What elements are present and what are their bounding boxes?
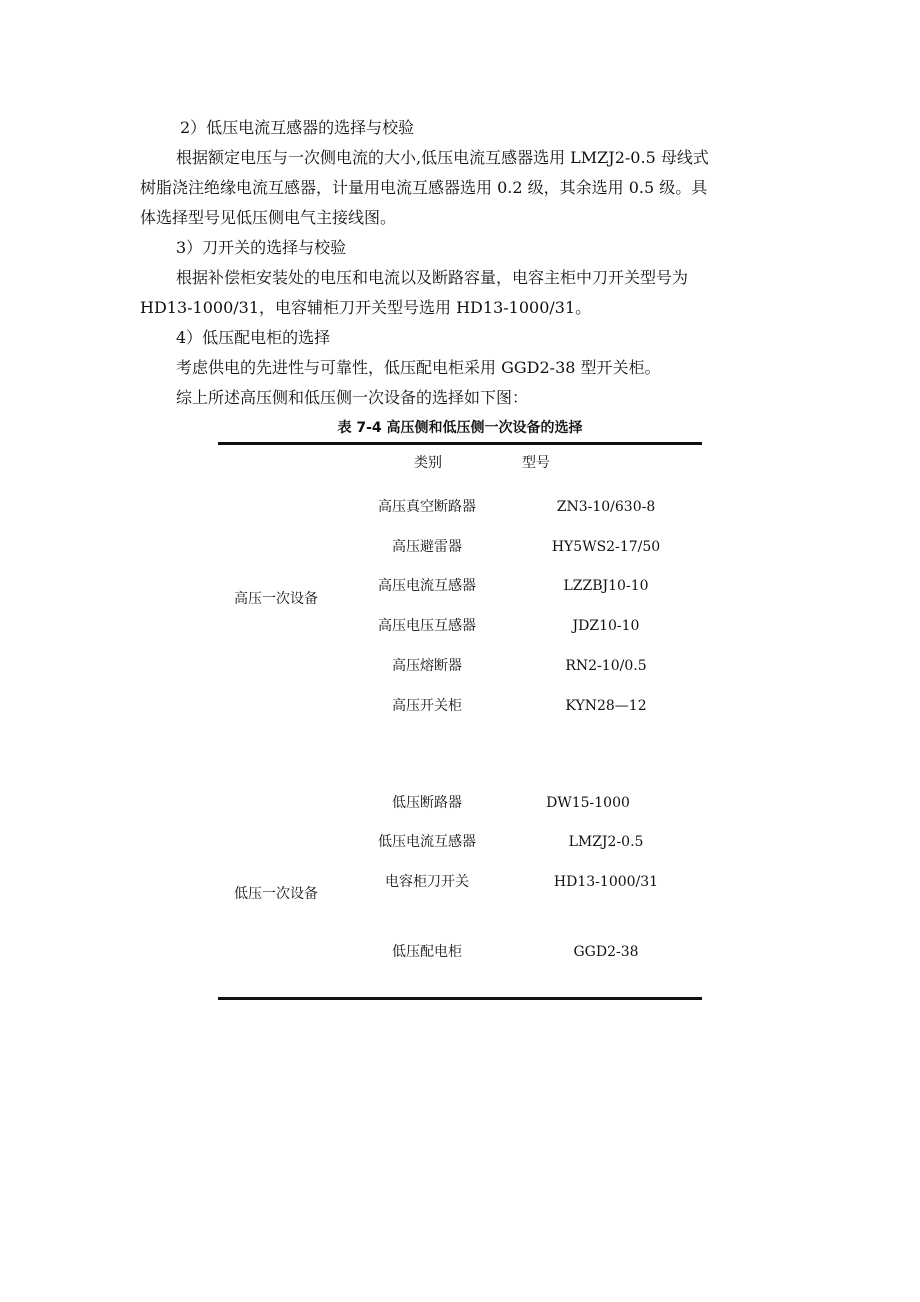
table-row-model: LZZBJ10-10	[563, 578, 649, 594]
table-bottom-rule	[218, 997, 702, 1000]
table-row-model: RN2-10/0.5	[565, 658, 647, 674]
table-row-name: 低压电流互感器	[378, 834, 476, 850]
paragraph-line: 考虑供电的先进性与可靠性，低压配电柜采用 GGD2-38 型开关柜。	[176, 358, 661, 377]
table-row-model: GGD2-38	[573, 944, 639, 960]
table-row-model: ZN3-10/630-8	[556, 499, 656, 515]
group-label-high-voltage: 高压一次设备	[234, 591, 318, 607]
table-row-model: HY5WS2-17/50	[551, 539, 661, 555]
heading-distribution-cabinet: 4）低压配电柜的选择	[176, 328, 331, 347]
table-row-name: 高压真空断路器	[378, 499, 476, 515]
paragraph-line: HD13-1000/31，电容辅柜刀开关型号选用 HD13-1000/31。	[140, 298, 592, 317]
table-row-name: 低压配电柜	[392, 944, 462, 960]
table-row-name: 低压断路器	[392, 795, 462, 811]
paragraph-line: 树脂浇注绝缘电流互感器，计量用电流互感器选用 0.2 级，其余选用 0.5 级。具	[140, 178, 708, 197]
table-row-name: 电容柜刀开关	[385, 874, 469, 890]
table-row-name: 高压电压互感器	[378, 618, 476, 634]
table-row-model: HD13-1000/31	[553, 874, 659, 890]
column-header-category: 类别	[414, 455, 442, 471]
paragraph-line: 根据补偿柜安装处的电压和电流以及断路容量，电容主柜中刀开关型号为	[176, 268, 689, 287]
table-caption: 表 7-4 高压侧和低压侧一次设备的选择	[337, 420, 583, 436]
table-row-model: JDZ10-10	[572, 618, 640, 634]
heading-knife-switch: 3）刀开关的选择与校验	[176, 238, 347, 257]
group-label-low-voltage: 低压一次设备	[234, 886, 318, 902]
table-row-name: 高压开关柜	[392, 698, 462, 714]
table-row-name: 高压电流互感器	[378, 578, 476, 594]
paragraph-line: 根据额定电压与一次侧电流的大小,低压电流互感器选用 LMZJ2-0.5 母线式	[176, 148, 709, 167]
paragraph-line: 体选择型号见低压侧电气主接线图。	[140, 208, 397, 227]
table-row-model: KYN28—12	[565, 698, 647, 714]
table-row-name: 高压避雷器	[392, 539, 462, 555]
column-header-model: 型号	[522, 455, 550, 471]
paragraph-line: 综上所述高压侧和低压侧一次设备的选择如下图：	[176, 388, 529, 407]
table-top-rule	[218, 442, 702, 445]
table-row-model: DW15-1000	[546, 795, 630, 811]
table-row-name: 高压熔断器	[392, 658, 462, 674]
table-row-model: LMZJ2-0.5	[568, 834, 644, 850]
heading-ct-selection: 2）低压电流互感器的选择与校验	[180, 118, 415, 137]
